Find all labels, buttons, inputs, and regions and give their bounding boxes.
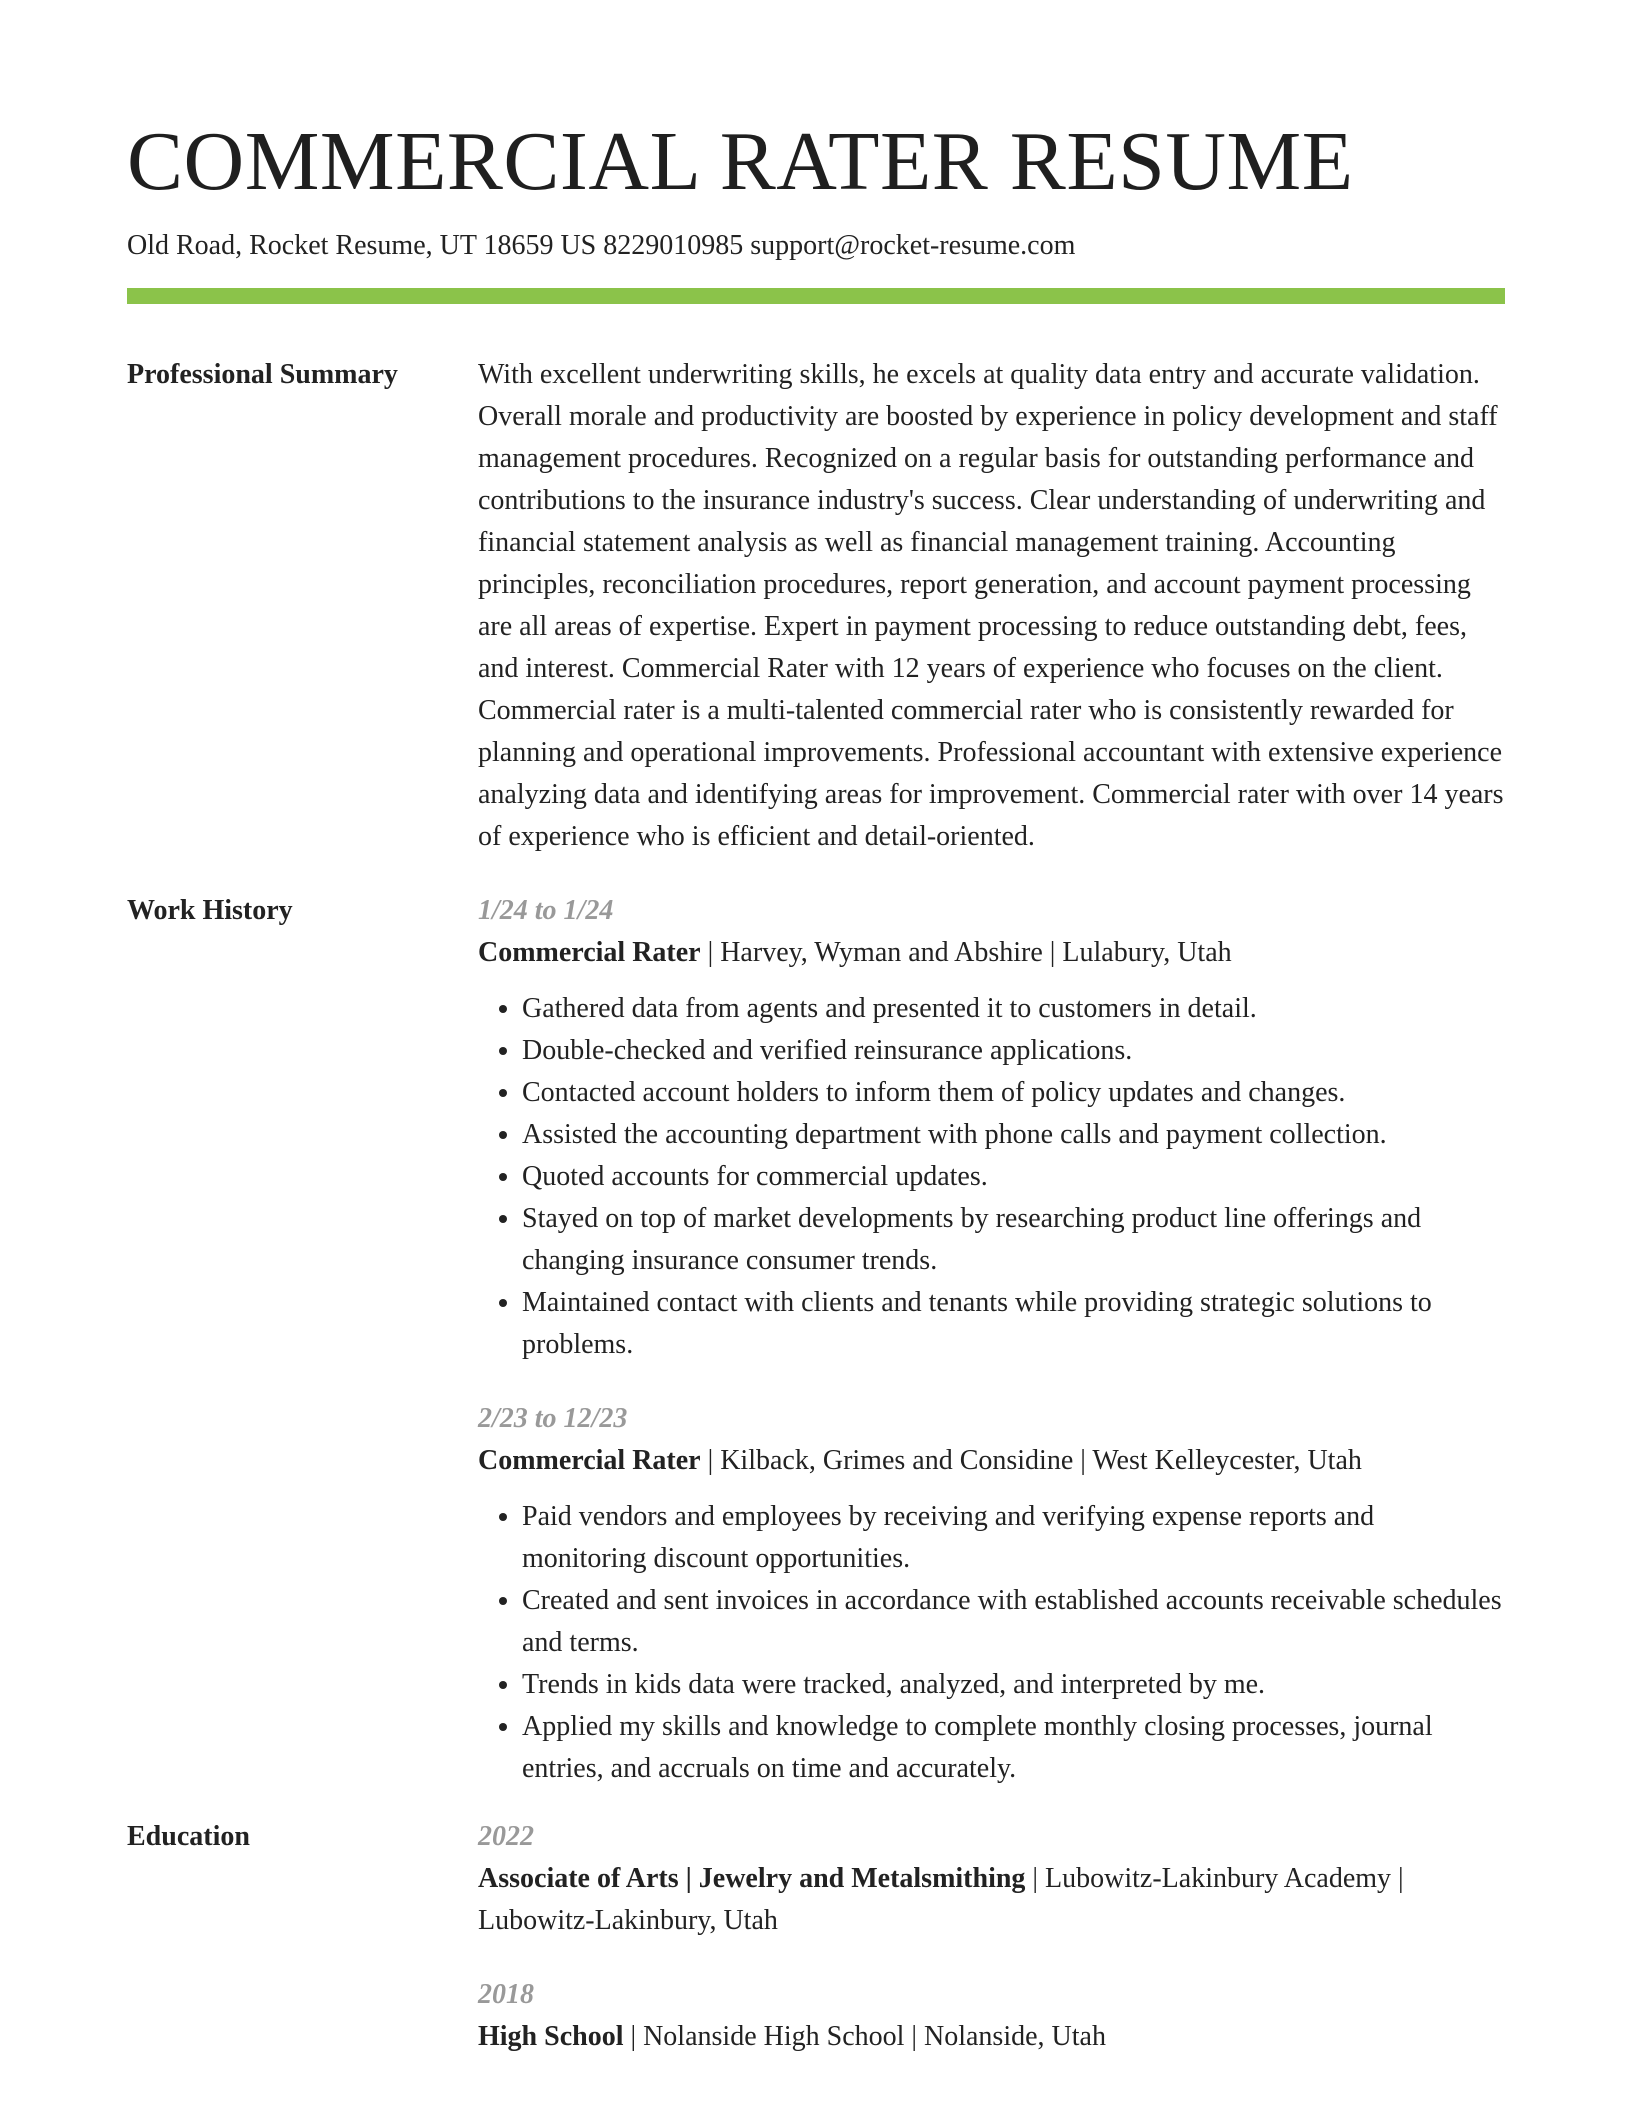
job-bullet: • Contacted account holders to inform them of policy updates and changes. [522, 1072, 1505, 1114]
resume-title: COMMERCIAL RATER RESUME [127, 115, 1354, 208]
work-history-list [478, 890, 1505, 1790]
summary-section [127, 354, 1505, 858]
education-entry [478, 1816, 1505, 1942]
work-history-heading: Work History [127, 895, 293, 927]
summary-text: With excellent underwriting skills, he excels at quality data entry and accurate validation. Overall morale and productivity are boosted by experience in policy development and staff management procedures. Recognized on a regular basis for outstanding performance and contributions to the insurance industry's success. Clear understanding of underwriting and financial statement analysis as well as financial management training. Accounting principles, reconciliation procedures, report generation, and account payment processing are all areas of expertise. Expert in payment processing to reduce outstanding debt, fees, and interest. Commercial Rater with 12 years of experience who focuses on the client. Commercial rater is a multi-talented commercial rater who is consistently rewarded for planning and operational improvements. Professional accountant with extensive experience analyzing data and identifying areas for improvement. Commercial rater with over 14 years of experience who is efficient and detail-oriented. [478, 359, 1504, 853]
education-degree: High School [478, 2021, 624, 2053]
job-bullet: • Gathered data from agents and presented it to customers in detail. [522, 988, 1505, 1030]
education-details: | Lubowitz-Lakinbury Academy | Lubowitz-Lakinbury, Utah [478, 1863, 1404, 1937]
job-bullet: • Assisted the accounting department with phone calls and payment collection. [522, 1114, 1505, 1156]
job-bullet: • Paid vendors and employees by receiving and verifying expense reports and monitoring discount opportunities. [522, 1496, 1505, 1580]
accent-divider [127, 288, 1505, 304]
job-bullets [478, 1496, 1505, 1790]
summary-heading: Professional Summary [127, 359, 398, 391]
job-dates: 2/23 to 12/23 [478, 1403, 628, 1435]
job-bullet: • Stayed on top of market developments by researching product line offerings and changing insurance consumer trends. [522, 1198, 1505, 1282]
job-bullet: • Maintained contact with clients and tenants while providing strategic solutions to problems. [522, 1282, 1505, 1366]
education-section [127, 1816, 1505, 2058]
job-bullet: • Trends in kids data were tracked, analyzed, and interpreted by me. [522, 1664, 1505, 1706]
education-heading: Education [127, 1821, 250, 1853]
education-entry [478, 1974, 1505, 2058]
education-year: 2022 [478, 1821, 534, 1853]
job-heading [478, 1440, 1505, 1482]
education-year: 2018 [478, 1979, 534, 2011]
job-dates: 1/24 to 1/24 [478, 895, 614, 927]
job-heading [478, 932, 1505, 974]
job-entry [478, 1398, 1505, 1790]
education-degree: Associate of Arts | Jewelry and Metalsmithing [478, 1863, 1026, 1895]
job-bullet: • Created and sent invoices in accordance with established accounts receivable schedules and terms. [522, 1580, 1505, 1664]
contact-line: Old Road, Rocket Resume, UT 18659 US 8229010985 support@rocket-resume.com [127, 230, 1076, 261]
work-history-section [127, 890, 1505, 1790]
job-bullet: • Quoted accounts for commercial updates. [522, 1156, 1505, 1198]
education-list [478, 1816, 1505, 2058]
job-title: Commercial Rater [478, 937, 701, 969]
education-details: | Nolanside High School | Nolanside, Utah [623, 2021, 1106, 2053]
education-heading-line [478, 1858, 1505, 1942]
job-entry [478, 890, 1505, 1366]
education-heading-line [478, 2016, 1505, 2058]
job-bullet: • Applied my skills and knowledge to complete monthly closing processes, journal entries, and accruals on time and accurately. [522, 1706, 1505, 1790]
job-title: Commercial Rater [478, 1445, 701, 1477]
job-bullet: • Double-checked and verified reinsurance applications. [522, 1030, 1505, 1072]
job-bullets [478, 988, 1505, 1366]
job-details: | Kilback, Grimes and Considine | West Kelleycester, Utah [700, 1445, 1362, 1477]
job-details: | Harvey, Wyman and Abshire | Lulabury, Utah [700, 937, 1232, 969]
